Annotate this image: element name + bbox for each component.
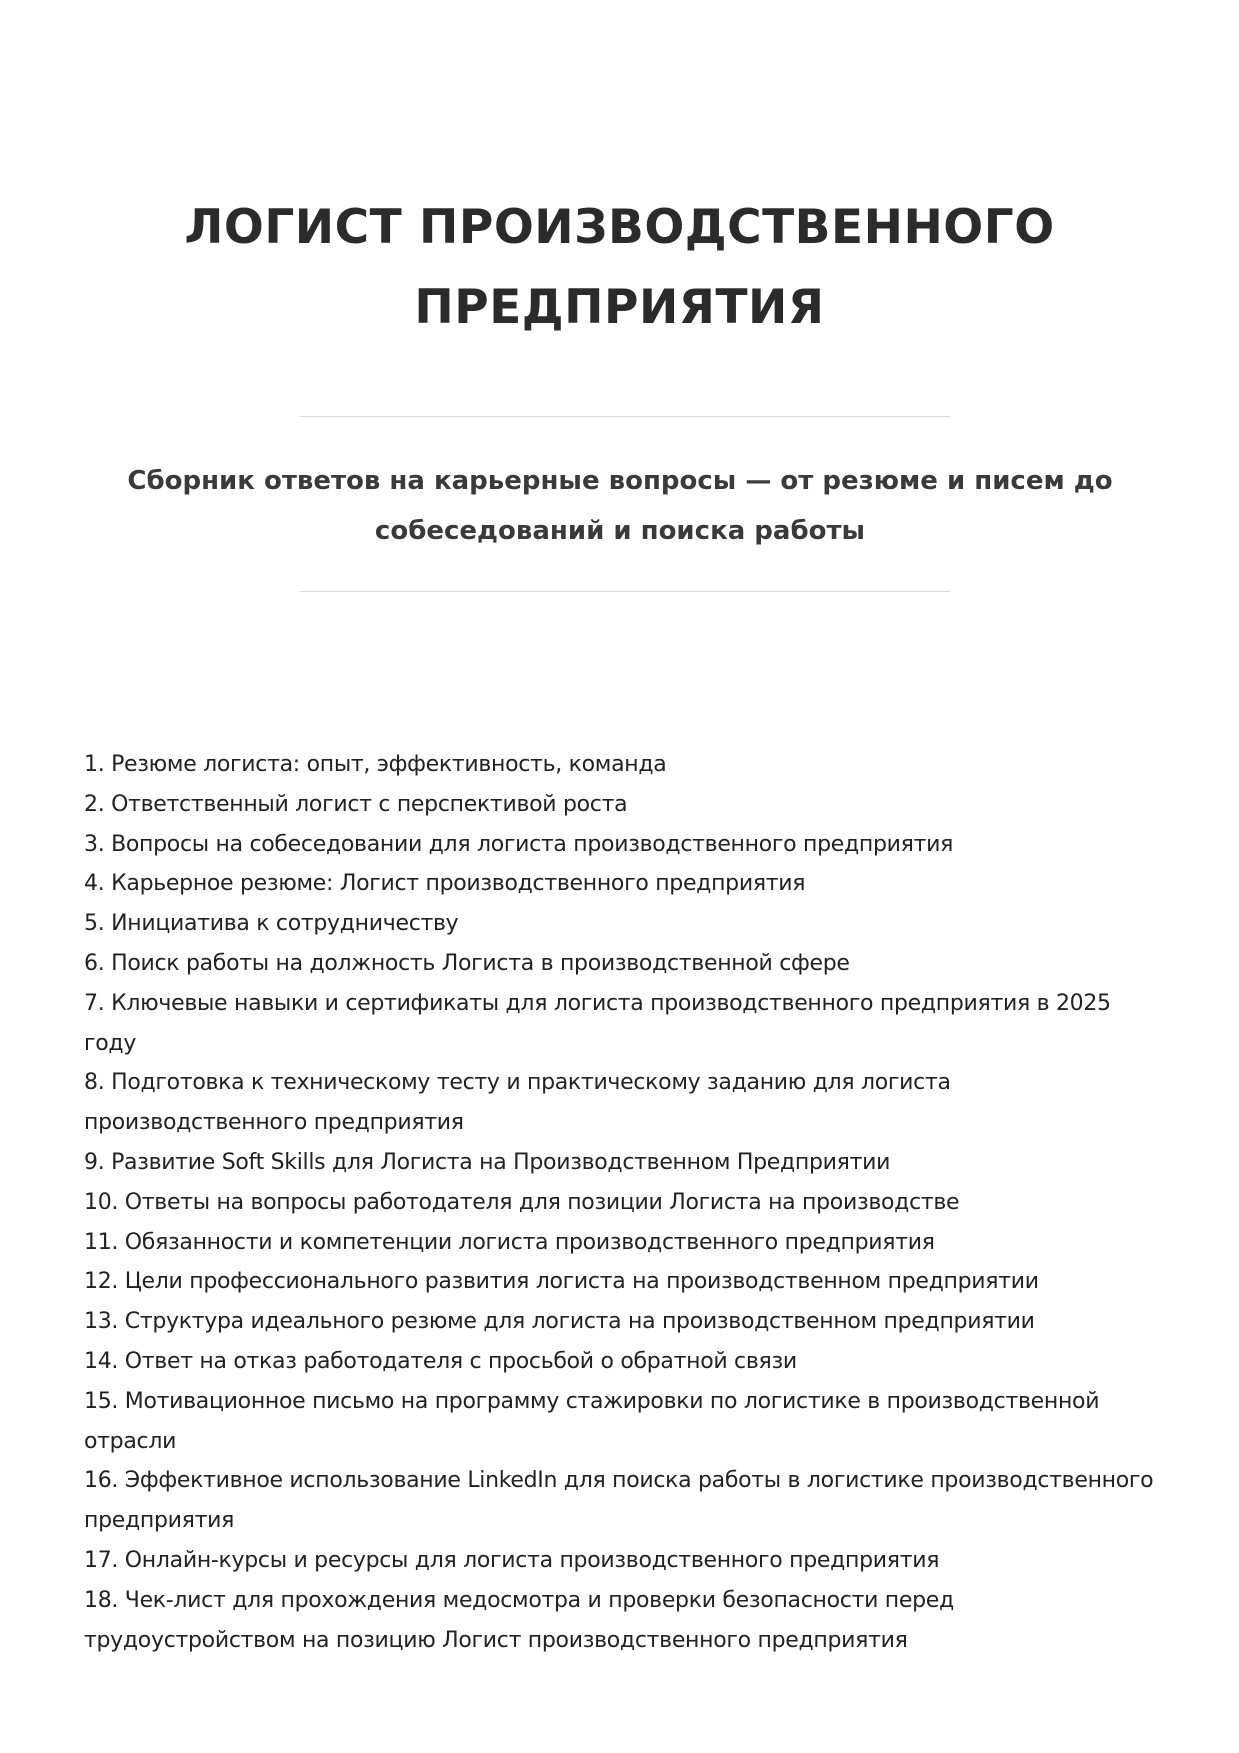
- toc-item: 18. Чек-лист для прохождения медосмотра и проверки безопасности перед трудоустройством на позицию Логист производственного предприятия: [84, 1587, 954, 1653]
- toc-item: 16. Эффективное использование LinkedIn для поиска работы в логистике производственного предприятия: [84, 1468, 1154, 1534]
- toc-item: 17. Онлайн-курсы и ресурсы для логиста производственного предприятия: [84, 1547, 940, 1573]
- toc-item: 7. Ключевые навыки и сертификаты для логиста производственного предприятия в 2025 году: [84, 990, 1111, 1056]
- toc-item: 3. Вопросы на собеседовании для логиста производственного предприятия: [84, 831, 954, 857]
- toc-item: 8. Подготовка к техническому тесту и практическому заданию для логиста производственного предприятия: [84, 1070, 951, 1136]
- toc-item: 14. Ответ на отказ работодателя с просьбой о обратной связи: [84, 1348, 797, 1374]
- toc-item: 6. Поиск работы на должность Логиста в производственной сфере: [84, 950, 850, 976]
- page-title: ЛОГИСТ ПРОИЗВОДСТВЕННОГО ПРЕДПРИЯТИЯ: [184, 200, 1055, 335]
- toc-item: 10. Ответы на вопросы работодателя для позиции Логиста на производстве: [84, 1189, 960, 1215]
- table-of-contents: [84, 745, 1164, 1660]
- divider-top: [300, 416, 950, 417]
- toc-item: 1. Резюме логиста: опыт, эффективность, команда: [84, 752, 667, 777]
- toc-item: 13. Структура идеального резюме для логиста на производственном предприятии: [84, 1309, 1035, 1335]
- toc-item: 5. Инициатива к сотрудничеству: [84, 911, 459, 937]
- page-subtitle: Сборник ответов на карьерные вопросы — от резюме и писем до собеседований и поиска работы: [127, 466, 1113, 546]
- toc-item: 15. Мотивационное письмо на программу стажировки по логистике в производственной отрасли: [84, 1388, 1100, 1454]
- toc-item: 12. Цели профессионального развития логиста на производственном предприятии: [84, 1269, 1039, 1295]
- toc-item: 2. Ответственный логист с перспективой роста: [84, 791, 628, 817]
- toc-item: 9. Развитие Soft Skills для Логиста на Производственном Предприятии: [84, 1149, 891, 1175]
- divider-bottom: [300, 591, 950, 592]
- toc-item: 4. Карьерное резюме: Логист производственного предприятия: [84, 871, 806, 897]
- toc-item: 11. Обязанности и компетенции логиста производственного предприятия: [84, 1229, 935, 1255]
